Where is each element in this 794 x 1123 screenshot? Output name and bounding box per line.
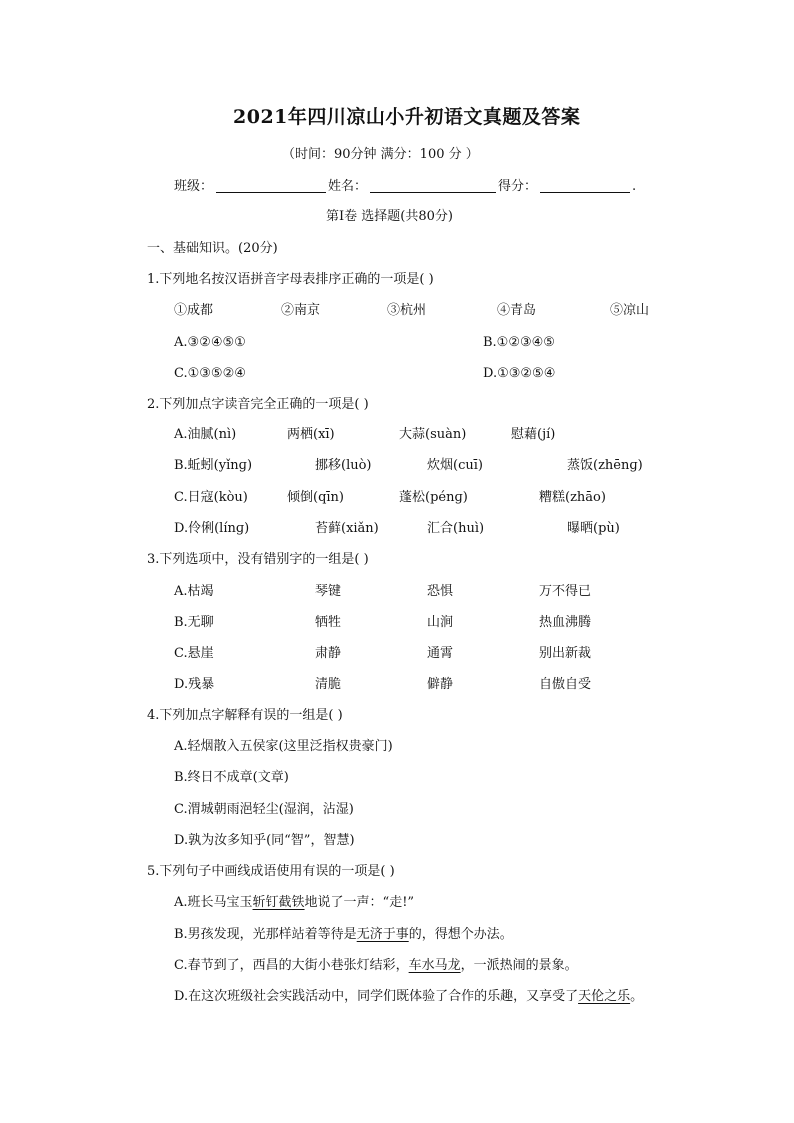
q1-place: ①成都 [174, 303, 214, 318]
q1-place: ⑤凉山 [610, 303, 650, 318]
q3-cell: 牺牲 [315, 615, 342, 630]
q2-cell: 两栖(xī) [287, 427, 335, 442]
q5-option-d [174, 988, 643, 1006]
score-label: 得分： [498, 179, 538, 194]
q5-a-idiom: 斩钉截铁 [252, 895, 305, 910]
q5-a-pre: A.班长马宝玉 [174, 895, 253, 910]
q5-option-a [174, 894, 414, 912]
q5-stem: 5.下列句子中画线成语使用有误的一项是( ) [147, 864, 395, 879]
q4-stem: 4.下列加点字解释有误的一组是( ) [147, 708, 343, 723]
q3-cell: 肃静 [315, 646, 342, 661]
q1-option-d: D.①③②⑤④ [483, 366, 556, 381]
q2-stem: 2.下列加点字读音完全正确的一项是( ) [147, 397, 369, 412]
q2-cell: 大蒜(suàn) [399, 427, 467, 442]
q1-option-c: C.①③⑤②④ [174, 366, 246, 381]
q2-cell: 蒸饭(zhēnɡ) [567, 458, 643, 473]
q4-option-c: C.渭城朝雨浥轻尘(湿润，沾湿) [174, 802, 354, 817]
q3-cell: 僻静 [427, 677, 454, 692]
q2-cell: 曝晒(pù) [567, 521, 620, 536]
q3-cell: A.枯竭 [174, 584, 214, 599]
q3-cell: D.残暴 [174, 677, 215, 692]
q3-cell: 热血沸腾 [539, 615, 592, 630]
q2-cell: A.油腻(nì) [174, 427, 237, 442]
q3-cell: C.悬崖 [174, 646, 214, 661]
q2-cell: B.蚯蚓(yǐnɡ) [174, 458, 253, 473]
q2-cell: 苔藓(xiǎn) [315, 521, 379, 536]
q2-cell: 炊烟(cuī) [427, 458, 483, 473]
q2-cell: 挪移(luò) [315, 458, 372, 473]
section-header: 第Ⅰ卷 选择题(共80分) [326, 209, 453, 224]
q3-cell: 通霄 [427, 646, 454, 661]
q5-b-post: 的，得想个办法。 [408, 927, 513, 942]
time-info: （时间：90分钟 满分：100 分 ） [282, 147, 479, 162]
q5-c-idiom: 车水马龙 [408, 958, 461, 973]
name-blank[interactable] [370, 178, 496, 193]
q3-cell: 琴键 [315, 584, 342, 599]
q1-stem: 1.下列地名按汉语拼音字母表排序正确的一项是( ) [147, 272, 434, 287]
q1-place: ③杭州 [387, 303, 427, 318]
q5-b-pre: B.男孩发现，光那样站着等待是 [174, 927, 357, 942]
q2-cell: 倾倒(qīn) [287, 490, 344, 505]
q2-cell: 慰藉(jí) [511, 427, 556, 442]
q5-c-post: ，一派热闹的景象。 [460, 958, 578, 973]
score-blank[interactable] [540, 178, 630, 193]
end-mark: . [632, 179, 637, 194]
q5-a-post: 地说了一声：“走!” [304, 895, 415, 910]
q4-option-d: D.孰为汝多知乎(同“智”，智慧) [174, 833, 355, 848]
q4-option-b: B.终日不成章(文章) [174, 770, 289, 785]
q3-cell: B.无聊 [174, 615, 214, 630]
q1-place: ②南京 [281, 303, 321, 318]
q5-option-b [174, 926, 513, 944]
class-blank[interactable] [216, 178, 326, 193]
q5-c-pre: C.春节到了，西昌的大街小巷张灯结彩， [174, 958, 409, 973]
q2-cell: 蓬松(pénɡ) [399, 490, 468, 505]
q5-d-pre: D.在这次班级社会实践活动中，同学们既体验了合作的乐趣，又享受了 [174, 989, 579, 1004]
q5-d-idiom: 天伦之乐 [578, 989, 631, 1004]
document-title: 2021年四川凉山小升初语文真题及答案 [233, 106, 581, 128]
q3-cell: 恐惧 [427, 584, 454, 599]
q4-option-a: A.轻烟散入五侯家(这里泛指权贵豪门) [174, 739, 393, 754]
q1-place: ④青岛 [497, 303, 537, 318]
q1-option-b: B.①②③④⑤ [483, 335, 555, 350]
q2-cell: D.伶俐(línɡ) [174, 521, 250, 536]
q2-cell: C.日寇(kòu) [174, 490, 248, 505]
q1-option-a: A.③②④⑤① [174, 335, 246, 350]
class-label: 班级： [174, 179, 214, 194]
q3-cell: 山涧 [427, 615, 454, 630]
q3-cell: 万不得已 [539, 584, 592, 599]
part1-title: 一、基础知识。(20分) [147, 241, 278, 256]
q5-d-post: 。 [630, 989, 644, 1004]
q5-option-c [174, 957, 578, 975]
q3-cell: 清脆 [315, 677, 342, 692]
q2-cell: 汇合(huì) [427, 521, 485, 536]
q5-b-idiom: 无济于事 [356, 927, 409, 942]
q3-cell: 别出新裁 [539, 646, 592, 661]
q3-cell: 自傲自受 [539, 677, 592, 692]
name-label: 姓名： [328, 179, 368, 194]
q3-stem: 3.下列选项中，没有错别字的一组是( ) [147, 552, 369, 567]
q2-cell: 糟糕(zhāo) [539, 490, 606, 505]
